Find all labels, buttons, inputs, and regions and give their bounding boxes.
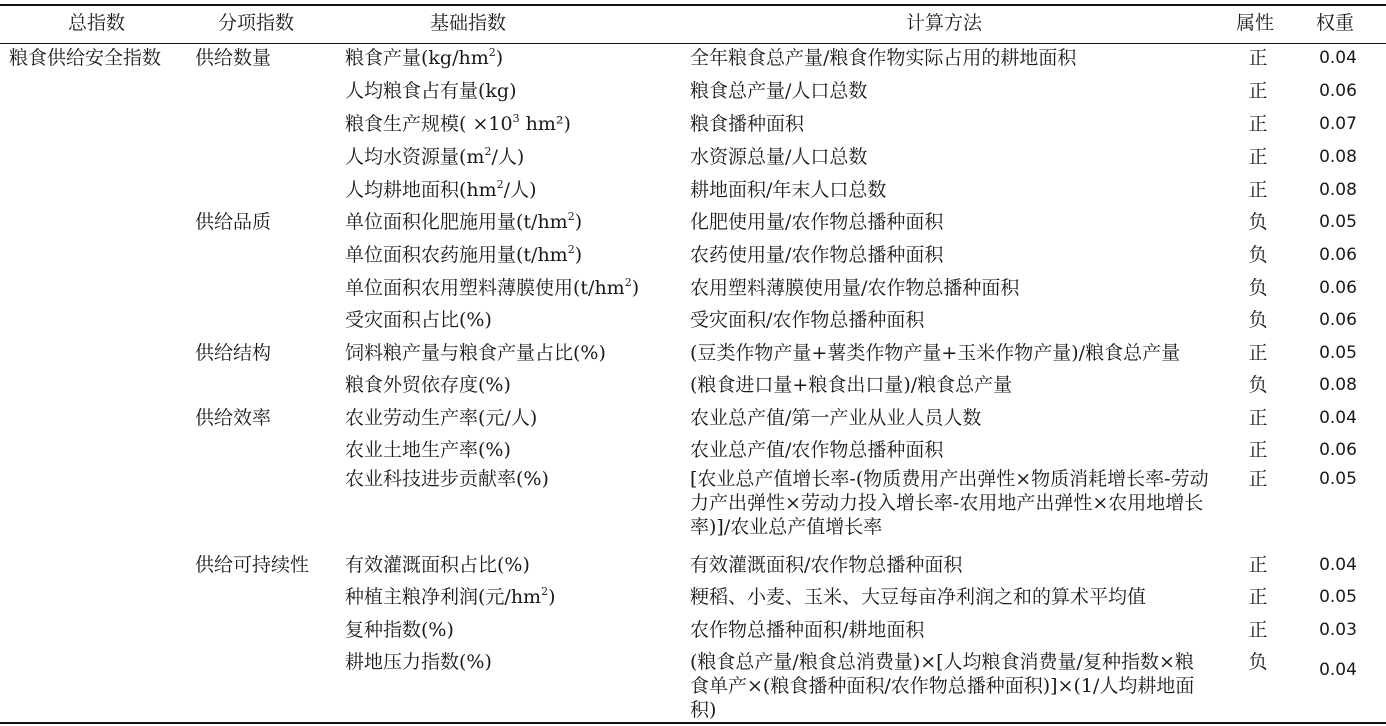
weight-cell: 0.06 xyxy=(1319,245,1357,265)
base-index-text: 人均水资源量(m xyxy=(345,146,485,168)
base-index-cell xyxy=(345,467,549,491)
header-sub-index: 分项指数 xyxy=(218,12,295,34)
attribute-cell: 正 xyxy=(1248,554,1268,576)
base-index-text: 复种指数(%) xyxy=(345,619,454,641)
header-attribute: 属性 xyxy=(1236,12,1275,34)
weight-cell: 0.05 xyxy=(1319,587,1357,607)
weight-cell: 0.06 xyxy=(1319,440,1357,460)
base-index-cell xyxy=(345,276,639,300)
bottom-rule xyxy=(0,722,1386,724)
unit-superscript: 3 xyxy=(512,111,520,125)
method-cell: 有效灌溉面积/农作物总播种面积 xyxy=(690,554,963,576)
base-index-text: 饲料粮产量与粮食产量占比(%) xyxy=(345,342,606,364)
method-cell: (粮食进口量+粮食出口量)/粮食总产量 xyxy=(690,374,1013,396)
weight-cell: 0.03 xyxy=(1319,620,1357,640)
method-cell: 农药使用量/农作物总播种面积 xyxy=(690,244,944,266)
attribute-cell: 正 xyxy=(1248,113,1268,135)
base-index-text: 粮食产量(kg/hm xyxy=(345,47,489,69)
base-index-text: 耕地压力指数(%) xyxy=(345,651,492,673)
base-index-text: 单位面积农用塑料薄膜使用(t/hm xyxy=(345,277,625,299)
method-cell: [农业总产值增长率-(物质费用产出弹性×物质消耗增长率-劳动力产出弹性×劳动力投入增长率-农用地产出弹性×农用地增长率)]/农业总产值增长率 xyxy=(690,468,1209,538)
base-index-suffix: ) xyxy=(574,244,583,266)
base-index-text: 单位面积农药施用量(t/hm xyxy=(345,244,568,266)
method-cell: 化肥使用量/农作物总播种面积 xyxy=(690,211,944,233)
base-index-cell xyxy=(345,112,571,136)
header-rule xyxy=(0,43,1386,44)
base-index-cell xyxy=(345,553,530,577)
method-cell: 水资源总量/人口总数 xyxy=(690,146,868,168)
sub-index-label: 供给可持续性 xyxy=(195,554,310,576)
weight-cell: 0.06 xyxy=(1319,278,1357,298)
header-method: 计算方法 xyxy=(906,12,983,34)
base-index-text: 人均耕地面积(hm xyxy=(345,179,497,201)
total-index-label: 粮食供给安全指数 xyxy=(9,47,162,69)
weight-cell: 0.08 xyxy=(1319,180,1357,200)
base-index-cell xyxy=(345,46,503,70)
base-index-text: 粮食外贸依存度(%) xyxy=(345,374,511,396)
base-index-cell xyxy=(345,178,537,202)
base-index-text: 单位面积化肥施用量(t/hm xyxy=(345,211,568,233)
base-index-text: 农业科技进步贡献率(%) xyxy=(345,468,549,490)
attribute-cell: 负 xyxy=(1248,277,1268,299)
sub-index-label: 供给数量 xyxy=(195,47,272,69)
method-cell: 粮食总产量/人口总数 xyxy=(690,80,868,102)
top-rule xyxy=(0,4,1386,6)
base-index-text: 人均粮食占有量(kg) xyxy=(345,80,517,102)
attribute-cell: 正 xyxy=(1248,407,1268,429)
attribute-cell: 正 xyxy=(1248,80,1268,102)
attribute-cell: 正 xyxy=(1248,179,1268,201)
base-index-text: 受灾面积占比(%) xyxy=(345,309,492,331)
base-index-suffix: hm²) xyxy=(519,113,571,135)
base-index-suffix: ) xyxy=(548,586,556,608)
header-total-index: 总指数 xyxy=(68,12,126,34)
base-index-cell xyxy=(345,145,524,169)
attribute-cell: 负 xyxy=(1248,374,1268,396)
weight-cell: 0.06 xyxy=(1319,81,1357,101)
attribute-cell: 正 xyxy=(1248,619,1268,641)
weight-cell: 0.08 xyxy=(1319,375,1357,395)
base-index-suffix: ) xyxy=(631,277,640,299)
base-index-text: 种植主粮净利润(元/hm xyxy=(345,586,542,608)
base-index-cell xyxy=(345,373,511,397)
base-index-cell xyxy=(345,308,492,332)
base-index-text: 农业劳动生产率(元/人) xyxy=(345,407,538,429)
method-cell: 农作物总播种面积/耕地面积 xyxy=(690,619,925,641)
weight-cell: 0.05 xyxy=(1319,343,1357,363)
weight-cell: 0.07 xyxy=(1319,114,1357,134)
weight-cell: 0.06 xyxy=(1319,310,1357,330)
base-index-cell xyxy=(345,618,454,642)
base-index-text: 粮食生产规模( ×10 xyxy=(345,113,513,135)
base-index-suffix: ) xyxy=(495,47,504,69)
attribute-cell: 正 xyxy=(1248,47,1268,69)
base-index-cell xyxy=(345,341,606,365)
attribute-cell: 负 xyxy=(1248,244,1268,266)
base-index-cell xyxy=(345,79,517,103)
method-cell: (豆类作物产量+薯类作物产量+玉米作物产量)/粮食总产量 xyxy=(690,342,1181,364)
unit-superscript: 2 xyxy=(567,209,575,223)
attribute-cell: 负 xyxy=(1248,651,1268,673)
method-cell: 粮食播种面积 xyxy=(690,113,805,135)
weight-cell: 0.04 xyxy=(1319,48,1357,68)
unit-superscript: 2 xyxy=(488,45,496,59)
base-index-cell xyxy=(345,243,582,267)
sub-index-label: 供给效率 xyxy=(195,407,272,429)
header-base-index: 基础指数 xyxy=(430,12,507,34)
method-cell: 全年粮食总产量/粮食作物实际占用的耕地面积 xyxy=(690,47,1077,69)
base-index-suffix: /人) xyxy=(503,179,537,201)
attribute-cell: 正 xyxy=(1248,342,1268,364)
attribute-cell: 负 xyxy=(1248,309,1268,331)
base-index-cell xyxy=(345,406,537,430)
weight-cell: 0.05 xyxy=(1319,469,1357,489)
weight-cell: 0.08 xyxy=(1319,147,1357,167)
base-index-cell xyxy=(345,650,492,674)
attribute-cell: 正 xyxy=(1248,439,1268,461)
base-index-cell xyxy=(345,585,556,609)
header-weight: 权重 xyxy=(1316,12,1355,34)
method-cell: (粮食总产量/粮食总消费量)×[人均粮食消费量/复种指数×粮食单产×(粮食播种面积/农作物总播种面积)]×(1/人均耕地面积) xyxy=(690,651,1195,721)
unit-superscript: 2 xyxy=(496,177,504,191)
attribute-cell: 正 xyxy=(1248,146,1268,168)
method-cell: 受灾面积/农作物总播种面积 xyxy=(690,309,925,331)
method-cell: 粳稻、小麦、玉米、大豆每亩净利润之和的算术平均值 xyxy=(690,586,1147,608)
base-index-cell xyxy=(345,210,582,234)
method-cell: 农业总产值/农作物总播种面积 xyxy=(690,439,944,461)
method-cell: 农业总产值/第一产业从业人员人数 xyxy=(690,407,982,429)
base-index-cell xyxy=(345,438,511,462)
attribute-cell: 负 xyxy=(1248,211,1268,233)
base-index-text: 有效灌溉面积占比(%) xyxy=(345,554,530,576)
base-index-suffix: ) xyxy=(574,211,583,233)
method-cell: 农用塑料薄膜使用量/农作物总播种面积 xyxy=(690,277,1020,299)
weight-cell: 0.05 xyxy=(1319,212,1357,232)
attribute-cell: 正 xyxy=(1248,468,1268,490)
unit-superscript: 2 xyxy=(624,275,632,289)
attribute-cell: 正 xyxy=(1248,586,1268,608)
method-cell: 耕地面积/年末人口总数 xyxy=(690,179,887,201)
weight-cell: 0.04 xyxy=(1319,408,1357,428)
unit-superscript: 2 xyxy=(567,242,575,256)
base-index-text: 农业土地生产率(%) xyxy=(345,439,511,461)
weight-cell: 0.04 xyxy=(1319,555,1357,575)
sub-index-label: 供给品质 xyxy=(195,211,272,233)
sub-index-label: 供给结构 xyxy=(195,342,272,364)
unit-superscript: 2 xyxy=(541,584,549,598)
unit-superscript: 2 xyxy=(484,144,492,158)
base-index-suffix: /人) xyxy=(491,146,525,168)
weight-cell: 0.04 xyxy=(1319,660,1357,680)
